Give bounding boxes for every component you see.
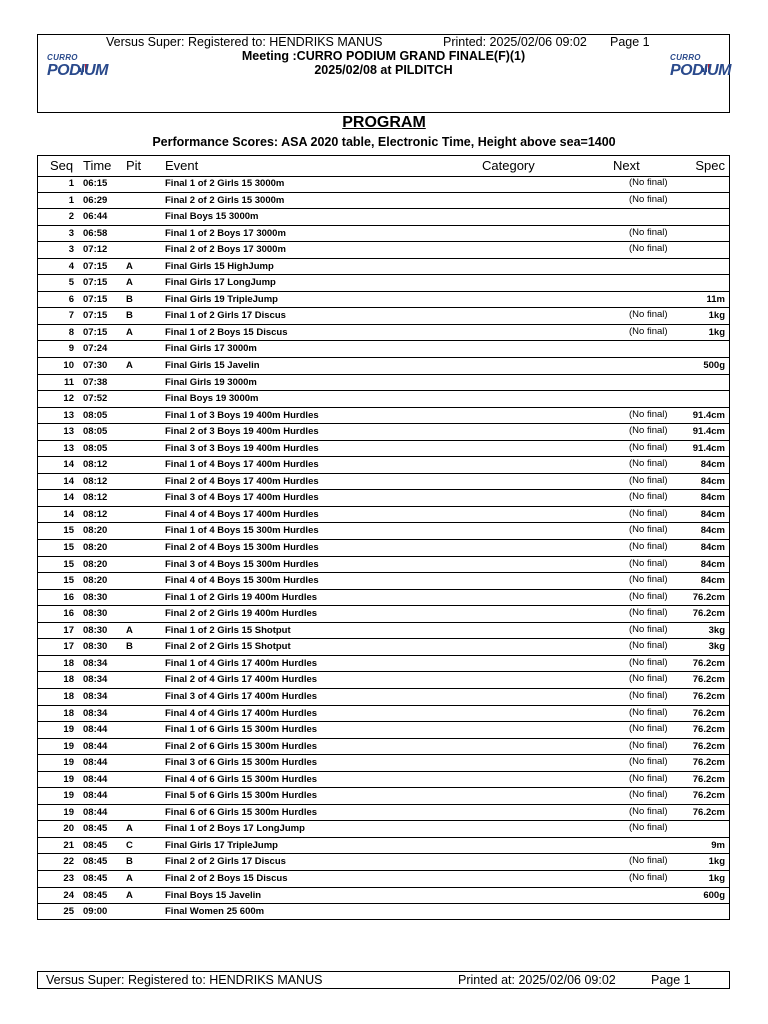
row-next: (No final)	[629, 822, 668, 834]
row-event: Final 1 of 2 Boys 17 LongJump	[165, 823, 305, 835]
row-seq: 19	[63, 724, 74, 736]
row-time: 08:45	[83, 889, 108, 901]
table-row	[38, 606, 729, 623]
row-next: (No final)	[629, 557, 668, 569]
row-spec: 76.2cm	[692, 773, 725, 785]
row-seq: 14	[63, 508, 74, 520]
row-next: (No final)	[629, 656, 668, 668]
row-seq: 19	[63, 740, 74, 752]
row-spec: 91.4cm	[692, 426, 725, 438]
row-event: Final 3 of 4 Boys 15 300m Hurdles	[165, 558, 319, 570]
row-event: Final 1 of 4 Girls 17 400m Hurdles	[165, 657, 318, 669]
row-seq: 14	[63, 459, 74, 471]
row-event: Final 1 of 6 Girls 15 300m Hurdles	[165, 724, 318, 736]
row-seq: 19	[63, 757, 74, 769]
row-seq: 10	[63, 360, 74, 372]
footer-box	[37, 971, 730, 989]
row-seq: 12	[63, 393, 74, 405]
row-next: (No final)	[629, 871, 668, 883]
row-spec: 91.4cm	[692, 442, 725, 454]
row-pit: A	[126, 277, 133, 289]
row-spec: 76.2cm	[692, 608, 725, 620]
row-event: Final 4 of 4 Girls 17 400m Hurdles	[165, 707, 318, 719]
row-time: 08:30	[83, 641, 108, 653]
row-next: (No final)	[629, 441, 668, 453]
row-event: Final 2 of 4 Girls 17 400m Hurdles	[165, 674, 318, 686]
row-time: 06:58	[83, 227, 108, 239]
row-event: Final 3 of 4 Girls 17 400m Hurdles	[165, 690, 318, 702]
table-row	[38, 176, 729, 193]
row-event: Final 2 of 2 Girls 19 400m Hurdles	[165, 608, 318, 620]
row-seq: 1	[68, 194, 74, 206]
row-time: 08:05	[83, 442, 108, 454]
row-seq: 15	[63, 525, 74, 537]
row-spec: 76.2cm	[692, 740, 725, 752]
row-seq: 15	[63, 558, 74, 570]
row-seq: 22	[63, 856, 74, 868]
row-event: Final 1 of 2 Girls 17 Discus	[165, 310, 286, 322]
row-next: (No final)	[629, 623, 668, 635]
table-row	[38, 408, 729, 425]
table-row	[38, 341, 729, 358]
row-time: 08:44	[83, 757, 108, 769]
row-event: Final 3 of 3 Boys 19 400m Hurdles	[165, 442, 319, 454]
row-seq: 14	[63, 492, 74, 504]
row-event: Final 1 of 2 Girls 19 400m Hurdles	[165, 591, 318, 603]
row-time: 08:34	[83, 707, 108, 719]
row-time: 07:30	[83, 360, 108, 372]
row-pit: A	[126, 872, 133, 884]
row-seq: 3	[68, 227, 74, 239]
row-event: Final 2 of 4 Boys 15 300m Hurdles	[165, 542, 319, 554]
row-seq: 23	[63, 872, 74, 884]
row-next: (No final)	[629, 541, 668, 553]
row-event: Final 4 of 6 Girls 15 300m Hurdles	[165, 773, 318, 785]
table-row	[38, 441, 729, 458]
row-seq: 25	[63, 906, 74, 918]
row-event: Final 2 of 4 Boys 17 400m Hurdles	[165, 475, 319, 487]
logo-podium-text: PODIUM	[47, 62, 108, 79]
logo-curro-text: CURRO	[47, 53, 78, 62]
row-seq: 9	[68, 343, 74, 355]
table-row	[38, 259, 729, 276]
row-time: 08:20	[83, 558, 108, 570]
row-next: (No final)	[629, 640, 668, 652]
row-event: Final 5 of 6 Girls 15 300m Hurdles	[165, 790, 318, 802]
row-time: 07:15	[83, 293, 108, 305]
table-row	[38, 209, 729, 226]
row-event: Final 1 of 4 Boys 15 300m Hurdles	[165, 525, 319, 537]
row-next: (No final)	[629, 706, 668, 718]
row-event: Final Girls 15 HighJump	[165, 260, 274, 272]
row-seq: 4	[68, 260, 74, 272]
table-row	[38, 375, 729, 392]
row-seq: 14	[63, 475, 74, 487]
row-seq: 19	[63, 773, 74, 785]
table-row	[38, 358, 729, 375]
col-time: Time	[83, 158, 112, 173]
row-time: 08:34	[83, 690, 108, 702]
row-spec: 76.2cm	[692, 674, 725, 686]
row-time: 08:20	[83, 542, 108, 554]
row-next: (No final)	[629, 607, 668, 619]
row-seq: 5	[68, 277, 74, 289]
table-row	[38, 474, 729, 491]
row-event: Final Boys 19 3000m	[165, 393, 259, 405]
row-seq: 17	[63, 641, 74, 653]
row-event: Final 3 of 6 Girls 15 300m Hurdles	[165, 757, 318, 769]
row-time: 08:45	[83, 839, 108, 851]
row-pit: B	[126, 310, 133, 322]
row-time: 06:15	[83, 178, 108, 189]
row-seq: 1	[68, 178, 74, 189]
row-time: 07:15	[83, 260, 108, 272]
col-event: Event	[165, 158, 199, 173]
table-row	[38, 308, 729, 325]
row-spec: 76.2cm	[692, 806, 725, 818]
logo-podium-text: PODIUM	[670, 62, 731, 79]
row-time: 07:15	[83, 326, 108, 338]
program-table	[37, 155, 730, 920]
row-spec: 1kg	[708, 856, 725, 868]
row-next: (No final)	[629, 756, 668, 768]
row-pit: A	[126, 624, 133, 636]
row-time: 08:12	[83, 492, 108, 504]
row-seq: 16	[63, 591, 74, 603]
row-event: Final Girls 17 LongJump	[165, 277, 276, 289]
table-row	[38, 904, 729, 921]
row-time: 06:44	[83, 211, 108, 223]
row-pit: A	[126, 823, 133, 835]
row-spec: 9m	[711, 839, 725, 851]
row-next: (No final)	[629, 673, 668, 685]
col-category: Category	[482, 158, 535, 173]
table-row	[38, 838, 729, 855]
table-row	[38, 689, 729, 706]
row-pit: A	[126, 326, 133, 338]
row-pit: A	[126, 260, 133, 272]
row-time: 07:52	[83, 393, 108, 405]
col-pit: Pit	[126, 158, 142, 173]
row-next: (No final)	[629, 309, 668, 321]
row-time: 08:34	[83, 657, 108, 669]
row-seq: 18	[63, 707, 74, 719]
table-row	[38, 805, 729, 822]
row-spec: 76.2cm	[692, 790, 725, 802]
row-seq: 3	[68, 244, 74, 256]
row-event: Final Women 25 600m	[165, 906, 265, 918]
row-event: Final 2 of 2 Girls 15 3000m	[165, 194, 285, 206]
row-seq: 21	[63, 839, 74, 851]
row-time: 07:38	[83, 376, 108, 388]
row-spec: 500g	[703, 360, 725, 372]
row-time: 08:20	[83, 575, 108, 587]
row-seq: 7	[68, 310, 74, 322]
row-next: (No final)	[629, 474, 668, 486]
row-time: 08:30	[83, 624, 108, 636]
row-next: (No final)	[629, 772, 668, 784]
row-time: 07:15	[83, 277, 108, 289]
meeting-title: Meeting :CURRO PODIUM GRAND FINALE(F)(1)	[241, 49, 526, 63]
row-spec: 11m	[706, 293, 725, 305]
row-seq: 17	[63, 624, 74, 636]
row-next: (No final)	[629, 177, 668, 188]
row-spec: 76.2cm	[692, 591, 725, 603]
header-box	[37, 34, 730, 113]
table-row	[38, 457, 729, 474]
row-spec: 91.4cm	[692, 409, 725, 421]
row-event: Final Girls 15 Javelin	[165, 360, 260, 372]
table-row	[38, 821, 729, 838]
row-next: (No final)	[629, 408, 668, 420]
table-row	[38, 788, 729, 805]
footer-page: Page 1	[651, 973, 691, 987]
row-time: 07:12	[83, 244, 108, 256]
row-seq: 15	[63, 575, 74, 587]
row-pit: C	[126, 839, 133, 851]
row-pit: B	[126, 856, 133, 868]
table-row	[38, 755, 729, 772]
row-event: Final 1 of 2 Boys 17 3000m	[165, 227, 286, 239]
row-spec: 76.2cm	[692, 724, 725, 736]
table-row	[38, 292, 729, 309]
row-seq: 2	[68, 211, 74, 223]
row-seq: 13	[63, 442, 74, 454]
footer-registered: Versus Super: Registered to: HENDRIKS MANUS	[46, 973, 323, 987]
row-event: Final 2 of 2 Girls 17 Discus	[165, 856, 286, 868]
row-next: (No final)	[629, 855, 668, 867]
curro-podium-logo-left	[47, 53, 107, 85]
table-body	[38, 176, 729, 921]
row-pit: B	[126, 641, 133, 653]
row-seq: 13	[63, 409, 74, 421]
page-title: PROGRAM	[342, 114, 426, 131]
row-time: 08:12	[83, 475, 108, 487]
row-spec: 84cm	[700, 542, 725, 554]
row-next: (No final)	[629, 458, 668, 470]
row-event: Final Girls 17 3000m	[165, 343, 257, 355]
row-spec: 84cm	[700, 475, 725, 487]
row-spec: 84cm	[700, 492, 725, 504]
row-next: (No final)	[629, 689, 668, 701]
row-time: 08:45	[83, 872, 108, 884]
row-time: 08:44	[83, 724, 108, 736]
row-time: 08:34	[83, 674, 108, 686]
row-event: Final Boys 15 Javelin	[165, 889, 262, 901]
row-seq: 20	[63, 823, 74, 835]
table-row	[38, 424, 729, 441]
row-time: 09:00	[83, 906, 108, 918]
row-seq: 19	[63, 790, 74, 802]
row-seq: 15	[63, 542, 74, 554]
row-event: Final 3 of 4 Boys 17 400m Hurdles	[165, 492, 319, 504]
row-pit: A	[126, 360, 133, 372]
row-next: (No final)	[629, 325, 668, 337]
table-row	[38, 557, 729, 574]
row-event: Final 4 of 4 Boys 17 400m Hurdles	[165, 508, 319, 520]
row-seq: 24	[63, 889, 74, 901]
table-row	[38, 490, 729, 507]
row-event: Final 2 of 3 Boys 19 400m Hurdles	[165, 426, 319, 438]
table-row	[38, 772, 729, 789]
row-time: 08:05	[83, 409, 108, 421]
row-time: 08:05	[83, 426, 108, 438]
logo-curro-text: CURRO	[670, 53, 701, 62]
col-seq: Seq	[50, 158, 74, 173]
table-row	[38, 888, 729, 905]
row-spec: 1kg	[708, 310, 725, 322]
row-spec: 3kg	[708, 641, 725, 653]
table-row	[38, 639, 729, 656]
table-row	[38, 672, 729, 689]
row-time: 06:29	[83, 194, 108, 206]
row-seq: 18	[63, 657, 74, 669]
row-event: Final Boys 15 3000m	[165, 211, 259, 223]
row-time: 08:45	[83, 823, 108, 835]
row-spec: 600g	[703, 889, 725, 901]
row-spec: 84cm	[700, 525, 725, 537]
table-row	[38, 325, 729, 342]
curro-podium-logo-right	[670, 53, 730, 85]
row-event: Final 2 of 2 Boys 17 3000m	[165, 244, 286, 256]
table-row	[38, 226, 729, 243]
printed-text: Printed: 2025/02/06 09:02	[443, 35, 587, 49]
row-spec: 84cm	[700, 575, 725, 587]
row-time: 08:45	[83, 856, 108, 868]
performance-subtitle: Performance Scores: ASA 2020 table, Electronic Time, Height above sea=1400	[152, 135, 616, 149]
row-next: (No final)	[629, 243, 668, 255]
row-event: Final 1 of 3 Boys 19 400m Hurdles	[165, 409, 319, 421]
row-event: Final Girls 17 TripleJump	[165, 839, 278, 851]
row-time: 07:15	[83, 310, 108, 322]
row-time: 08:44	[83, 790, 108, 802]
row-seq: 8	[68, 326, 74, 338]
row-event: Final 1 of 2 Boys 15 Discus	[165, 326, 288, 338]
row-spec: 84cm	[700, 459, 725, 471]
row-next: (No final)	[629, 193, 668, 205]
row-event: Final 2 of 2 Boys 15 Discus	[165, 872, 288, 884]
row-time: 08:12	[83, 508, 108, 520]
row-spec: 76.2cm	[692, 707, 725, 719]
table-row	[38, 523, 729, 540]
row-time: 08:12	[83, 459, 108, 471]
row-spec: 76.2cm	[692, 657, 725, 669]
table-row	[38, 706, 729, 723]
row-event: Final Girls 19 3000m	[165, 376, 257, 388]
row-event: Final 2 of 6 Girls 15 300m Hurdles	[165, 740, 318, 752]
row-next: (No final)	[629, 723, 668, 735]
row-next: (No final)	[629, 226, 668, 238]
row-pit: B	[126, 293, 133, 305]
row-spec: 1kg	[708, 326, 725, 338]
table-row	[38, 590, 729, 607]
table-row	[38, 739, 729, 756]
table-row	[38, 193, 729, 210]
row-spec: 3kg	[708, 624, 725, 636]
row-next: (No final)	[629, 739, 668, 751]
row-spec: 84cm	[700, 558, 725, 570]
row-event: Final 1 of 2 Girls 15 3000m	[165, 178, 285, 189]
row-time: 08:20	[83, 525, 108, 537]
col-next: Next	[613, 158, 640, 173]
row-seq: 18	[63, 674, 74, 686]
table-row	[38, 391, 729, 408]
row-next: (No final)	[629, 789, 668, 801]
row-time: 08:44	[83, 773, 108, 785]
table-row	[38, 854, 729, 871]
table-row	[38, 722, 729, 739]
row-seq: 11	[63, 376, 74, 388]
row-time: 08:44	[83, 740, 108, 752]
row-seq: 16	[63, 608, 74, 620]
row-next: (No final)	[629, 491, 668, 503]
table-row	[38, 242, 729, 259]
row-next: (No final)	[629, 425, 668, 437]
row-seq: 19	[63, 806, 74, 818]
row-next: (No final)	[629, 507, 668, 519]
row-next: (No final)	[629, 524, 668, 536]
row-spec: 1kg	[708, 872, 725, 884]
row-pit: A	[126, 889, 133, 901]
row-next: (No final)	[629, 574, 668, 586]
row-seq: 6	[68, 293, 74, 305]
row-time: 08:30	[83, 591, 108, 603]
table-row	[38, 623, 729, 640]
row-seq: 13	[63, 426, 74, 438]
table-row	[38, 656, 729, 673]
row-time: 07:24	[83, 343, 108, 355]
table-row	[38, 507, 729, 524]
row-seq: 18	[63, 690, 74, 702]
row-next: (No final)	[629, 805, 668, 817]
col-spec: Spec	[695, 158, 725, 173]
table-row	[38, 540, 729, 557]
table-header-row	[38, 156, 729, 177]
meeting-date-venue: 2025/02/08 at PILDITCH	[314, 63, 453, 77]
row-event: Final 4 of 4 Boys 15 300m Hurdles	[165, 575, 319, 587]
row-event: Final 6 of 6 Girls 15 300m Hurdles	[165, 806, 318, 818]
row-event: Final 1 of 4 Boys 17 400m Hurdles	[165, 459, 319, 471]
row-next: (No final)	[629, 590, 668, 602]
registered-text: Versus Super: Registered to: HENDRIKS MANUS	[106, 35, 383, 49]
footer-printed: Printed at: 2025/02/06 09:02	[458, 973, 616, 987]
row-spec: 76.2cm	[692, 757, 725, 769]
row-spec: 84cm	[700, 508, 725, 520]
row-time: 08:44	[83, 806, 108, 818]
table-row	[38, 573, 729, 590]
row-event: Final 2 of 2 Girls 15 Shotput	[165, 641, 291, 653]
table-row	[38, 871, 729, 888]
row-spec: 76.2cm	[692, 690, 725, 702]
table-row	[38, 275, 729, 292]
page-number: Page 1	[610, 35, 650, 49]
row-event: Final Girls 19 TripleJump	[165, 293, 278, 305]
row-event: Final 1 of 2 Girls 15 Shotput	[165, 624, 291, 636]
row-time: 08:30	[83, 608, 108, 620]
